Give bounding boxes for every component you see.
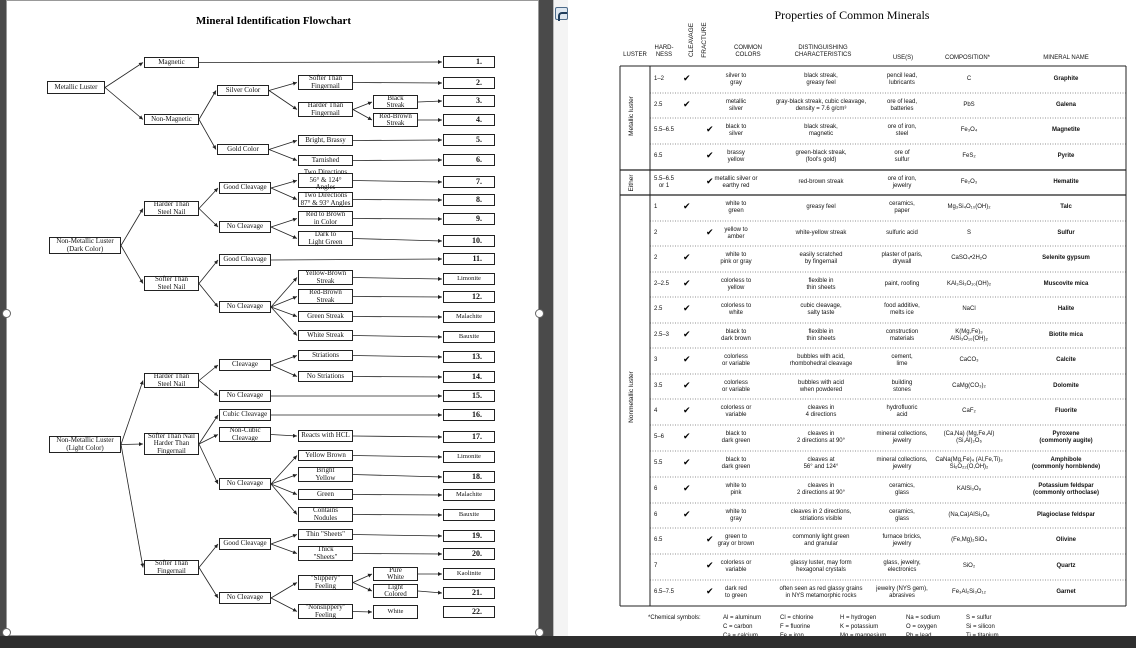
cell-composition: Fe₂O₃	[960, 179, 978, 186]
flowchart-node: Reacts with HCL	[298, 430, 353, 442]
flowchart-node: No Cleavage	[219, 221, 271, 233]
cell-uses: plaster of paris, drywall	[881, 251, 923, 265]
header-composition: COMPOSITION*	[944, 55, 990, 61]
page-divider-strip	[553, 0, 568, 648]
flowchart-node: Softer Than Steel Nail	[144, 276, 199, 291]
flowchart-node: Two Directions 56° & 124° Angles	[298, 173, 353, 188]
cell-colors: colorless or variable	[720, 559, 752, 573]
footnote-label: *Chemical symbols:	[648, 615, 701, 621]
cleavage-check-icon: ✔	[683, 330, 691, 340]
cell-colors: black to dark brown	[721, 328, 751, 342]
cell-hardness: 5.5–6.5	[654, 127, 675, 134]
cell-mineral-name: Sulfur	[1057, 230, 1075, 237]
header-uses: USE(S)	[892, 55, 914, 61]
cell-composition: S	[966, 230, 971, 237]
flowchart-node: Bright Yellow	[298, 467, 353, 482]
flowchart-node: Dark to Light Green	[298, 231, 353, 246]
cell-colors: white to green	[725, 200, 747, 214]
cell-hardness: 5.5	[654, 460, 663, 467]
cell-colors: green to gray or brown	[717, 533, 755, 547]
result-box: 6.	[443, 154, 495, 166]
flowchart-boxes	[7, 1, 540, 637]
cell-characteristics: glassy luster, may form hexagonal crystals	[790, 559, 852, 573]
cell-characteristics: cleaves in 2 directions, striations visible	[790, 508, 852, 522]
cell-characteristics: often seen as red glassy grains in NYS metamorphic rocks	[779, 585, 863, 599]
cell-mineral-name: Halite	[1057, 306, 1075, 313]
cleavage-check-icon: ✔	[683, 253, 691, 263]
cell-composition: PbS	[963, 102, 975, 109]
flowchart-node: Red-Brown Streak	[373, 113, 418, 127]
cell-composition: SiO₂	[962, 563, 976, 570]
flowchart-node: "Slippery" Feeling	[298, 575, 353, 590]
cleavage-check-icon: ✔	[683, 304, 691, 314]
cell-hardness: 6.5–7.5	[654, 589, 675, 596]
result-box: 10.	[443, 235, 495, 247]
flowchart-title: Mineral Identification Flowchart	[195, 15, 352, 27]
flowchart-node: Pure White	[373, 567, 418, 581]
cell-hardness: 4	[654, 408, 658, 415]
cell-composition: C	[966, 76, 972, 83]
header-luster: LUSTER	[623, 52, 647, 58]
cell-composition: CaNa(Mg,Fe)₄ (Al,Fe,Ti)₃ Si₆O₂₂(O,OH)₂	[935, 456, 1003, 470]
fracture-check-icon: ✔	[706, 151, 714, 161]
flowchart-node: Bright, Brassy	[298, 135, 353, 146]
cell-composition: KAlSi₃O₈	[956, 486, 982, 493]
flowchart-node: Green	[298, 489, 353, 500]
cell-uses: ore of sulfur	[894, 149, 910, 163]
properties-title: Properties of Common Minerals	[774, 8, 930, 22]
cell-characteristics: bubbles with acid when powdered	[797, 379, 845, 393]
flowchart-node: Good Cleavage	[219, 254, 271, 266]
flowchart-node: Gold Color	[217, 144, 269, 155]
cell-colors: metallic silver	[725, 98, 747, 112]
footnote-col2: Cl = chlorine F = fluorine	[780, 615, 814, 630]
result-box: 11.	[443, 253, 495, 265]
result-box: 19.	[443, 530, 495, 542]
result-box: 5.	[443, 134, 495, 146]
cell-mineral-name: Hematite	[1053, 179, 1079, 186]
cell-hardness: 3	[654, 357, 658, 364]
fracture-check-icon: ✔	[706, 177, 714, 187]
fracture-check-icon: ✔	[706, 587, 714, 597]
cell-uses: paint, roofing	[884, 281, 920, 288]
cell-uses: mineral collections, jewelry	[876, 456, 928, 470]
cell-composition: Fe₃O₄	[960, 127, 978, 134]
cell-characteristics: cleaves in 2 directions at 90°	[796, 430, 846, 444]
cell-uses: construction materials	[885, 328, 919, 342]
cell-composition: Mg₃Si₄O₁₀(OH)₂	[947, 204, 991, 211]
result-box: White	[373, 605, 418, 619]
cell-colors: brassy yellow	[727, 149, 745, 163]
cell-uses: pencil lead, lubricants	[886, 72, 918, 86]
cell-uses: cement, lime	[891, 353, 913, 367]
result-box: 13.	[443, 351, 495, 363]
result-box: Bauxite	[443, 509, 495, 521]
cell-colors: white to pink	[725, 482, 747, 496]
flowchart-node: No Cleavage	[219, 592, 271, 604]
cell-characteristics: easily scratched by fingernail	[799, 251, 843, 265]
cell-colors: yellow to amber	[724, 226, 748, 240]
flowchart-node: Thin "Sheets"	[298, 529, 353, 540]
result-box: Bauxite	[443, 331, 495, 343]
result-box: 17.	[443, 431, 495, 443]
result-box: 4.	[443, 114, 495, 126]
footnote-col3: H = hydrogen K = potassium	[840, 615, 879, 630]
flowchart-node: No Striations	[298, 371, 353, 382]
flowchart-node: Contains Nodules	[298, 507, 353, 522]
result-box: 16.	[443, 409, 495, 421]
flowchart-node: Good Cleavage	[219, 538, 271, 550]
cell-uses: building stones	[891, 379, 913, 393]
cell-mineral-name: Pyrite	[1057, 153, 1075, 160]
cell-characteristics: bubbles with acid, rhombohedral cleavage	[789, 353, 853, 367]
result-box: Kaolinite	[443, 568, 495, 580]
properties-page	[568, 0, 1136, 648]
flowchart-node: Harder Than Fingernail	[298, 102, 353, 117]
flowchart-node: Thick "Sheets"	[298, 546, 353, 561]
flowchart-node: Green Streak	[298, 311, 353, 322]
flowchart-node: Black Streak	[373, 95, 418, 109]
cell-composition: CaMg(CO₃)₂	[952, 383, 986, 390]
taskbar	[0, 636, 1136, 648]
cell-mineral-name: Olivine	[1055, 537, 1076, 544]
fracture-check-icon: ✔	[706, 535, 714, 545]
flowchart-node: Softer Than Fingernail	[144, 560, 199, 575]
cell-mineral-name: Talc	[1060, 204, 1072, 211]
cell-colors: black to silver	[725, 123, 747, 137]
flowchart-node: Red-Brown Streak	[298, 289, 353, 304]
cell-composition: K(Mg,Fe)₃ AlSi₃O₁₀(OH)₂	[950, 328, 988, 342]
fracture-check-icon: ✔	[706, 228, 714, 238]
header-hardness: HARD- NESS	[654, 45, 674, 58]
luster-group-metallic: Metallic luster	[628, 96, 635, 136]
result-box: 1.	[443, 56, 495, 68]
cell-characteristics: flexible in thin sheets	[806, 328, 836, 342]
result-box: 21.	[443, 587, 495, 599]
cell-characteristics: black streak, greasy feel	[804, 72, 838, 86]
result-box: 14.	[443, 371, 495, 383]
cell-uses: jewelry (NYS gem), abrasives	[876, 585, 928, 599]
flowchart-node: Cubic Cleavage	[219, 409, 271, 421]
flowchart-node: Metallic Luster	[47, 81, 105, 94]
result-box: 22.	[443, 606, 495, 618]
cell-colors: black to dark green	[721, 430, 751, 444]
cell-colors: colorless to white	[720, 302, 752, 316]
cell-uses: ore of iron, steel	[887, 123, 917, 137]
resize-handle-left[interactable]	[2, 309, 11, 318]
flowchart-node: Harder Than Steel Nail	[144, 201, 199, 216]
cell-composition: CaSO₄•2H₂O	[951, 255, 987, 262]
header-cleavage: CLEAVAGE	[688, 22, 695, 58]
cleavage-check-icon: ✔	[683, 510, 691, 520]
cell-hardness: 6.5	[654, 153, 663, 160]
flowchart-node: Yellow Brown	[298, 450, 353, 461]
cell-mineral-name: Biotite mica	[1048, 332, 1083, 339]
cleavage-check-icon: ✔	[683, 432, 691, 442]
cell-characteristics: commonly light green and granular	[792, 533, 850, 547]
flowchart-node: Good Cleavage	[219, 182, 271, 194]
cell-mineral-name: Plagioclase feldspar	[1036, 512, 1096, 519]
flowchart-node: Light Colored	[373, 584, 418, 598]
cell-hardness: 5–6	[654, 434, 665, 441]
cell-colors: colorless to yellow	[720, 277, 752, 291]
flowchart-node: Non-Cubic Cleavage	[219, 427, 271, 442]
cell-mineral-name: Calcite	[1056, 357, 1076, 364]
header-fracture: FRACTURE	[701, 22, 708, 58]
cell-composition: KAl₃Si₃O₁₀(OH)₂	[946, 281, 992, 288]
footnote-col4: Na = sodium O = oxygen	[906, 615, 940, 630]
flowchart-node: No Cleavage	[219, 301, 271, 313]
cell-characteristics: green-black streak, (fool's gold)	[795, 149, 847, 163]
cell-colors: metallic silver or earthy red	[714, 175, 758, 189]
cell-mineral-name: Galena	[1055, 102, 1076, 109]
flowchart-node: Softer Than Fingernail	[298, 75, 353, 90]
cell-hardness: 2–2.5	[654, 281, 670, 288]
cell-hardness: 6.5	[654, 537, 663, 544]
cell-uses: ceramics, paper	[889, 200, 915, 214]
flowchart-node: Cleavage	[219, 359, 271, 371]
cell-characteristics: cubic cleavage, salty taste	[800, 302, 842, 316]
cell-uses: ore of lead, batteries	[886, 98, 918, 112]
result-box: 7.	[443, 176, 495, 188]
cell-hardness: 6	[654, 512, 658, 519]
cleavage-check-icon: ✔	[683, 355, 691, 365]
cell-mineral-name: Pyroxene (commonly augite)	[1039, 430, 1093, 444]
flowchart-node: Yellow-Brown Streak	[298, 270, 353, 285]
cell-uses: furnace bricks, jewelry	[882, 533, 922, 547]
result-box: 8.	[443, 194, 495, 206]
result-box: 3.	[443, 95, 495, 107]
footnote-col1: Al = aluminum C = carbon	[723, 615, 762, 630]
cell-hardness: 1–2	[654, 76, 665, 83]
flowchart-node: Harder Than Steel Nail	[144, 373, 199, 388]
flowchart-node: Striations	[298, 350, 353, 361]
cell-characteristics: cleaves in 4 directions	[805, 404, 837, 418]
cell-hardness: 1	[654, 204, 658, 211]
rotate-icon[interactable]	[555, 7, 568, 20]
flowchart-node: Tarnished	[298, 155, 353, 166]
cell-colors: colorless or variable	[721, 379, 750, 393]
cell-characteristics: gray-black streak, cubic cleavage, density = 7.6 g/cm³	[775, 98, 867, 112]
cell-hardness: 3.5	[654, 383, 663, 390]
result-box: 15.	[443, 390, 495, 402]
cell-mineral-name: Magnetite	[1051, 127, 1080, 134]
cleavage-check-icon: ✔	[683, 381, 691, 391]
flowchart-node: Red to Brown in Color	[298, 211, 353, 226]
flowchart-node: Non-Metallic Luster (Dark Color)	[49, 237, 121, 254]
cleavage-check-icon: ✔	[683, 100, 691, 110]
result-box: Malachite	[443, 311, 495, 323]
cell-characteristics: black streak, magnetic	[804, 123, 838, 137]
cleavage-check-icon: ✔	[683, 279, 691, 289]
cell-mineral-name: Quartz	[1056, 563, 1076, 570]
header-colors: COMMON COLORS	[734, 45, 762, 58]
cell-composition: (Ca,Na) (Mg,Fe,Al) (Si,Al)₂O₆	[943, 430, 995, 444]
cell-characteristics: cleaves in 2 directions at 90°	[796, 482, 846, 496]
cell-mineral-name: Fluorite	[1055, 408, 1077, 415]
cell-uses: food additive, melts ice	[884, 302, 920, 316]
luster-group-nonmetallic: Nonmetallic luster	[628, 371, 635, 423]
flowchart-node: Magnetic	[144, 57, 199, 68]
cell-mineral-name: Graphite	[1053, 76, 1079, 83]
cell-uses: ore of iron, jewelry	[887, 175, 917, 189]
cell-colors: colorless or variable	[721, 353, 750, 367]
cell-composition: CaCO₃	[959, 357, 979, 364]
cell-hardness: 2.5	[654, 306, 663, 313]
result-box: 20.	[443, 548, 495, 560]
cell-colors: white to pink or gray	[720, 251, 752, 265]
cell-characteristics: greasy feel	[806, 204, 836, 211]
cell-uses: mineral collections, jewelry	[876, 430, 928, 444]
result-box: Malachite	[443, 489, 495, 501]
cell-uses: ceramics, glass	[889, 482, 915, 496]
cell-mineral-name: Muscovite mica	[1043, 281, 1089, 288]
cell-colors: dark red to green	[724, 585, 748, 599]
cell-composition: (Fe,Mg)₂SiO₄	[951, 537, 987, 544]
cell-mineral-name: Amphibole (commonly hornblende)	[1031, 456, 1101, 470]
cell-mineral-name: Dolomite	[1053, 383, 1079, 390]
cell-composition: CaF₂	[962, 408, 976, 415]
cleavage-check-icon: ✔	[683, 202, 691, 212]
cell-mineral-name: Garnet	[1056, 589, 1076, 596]
result-box: 18.	[443, 471, 495, 483]
cleavage-check-icon: ✔	[683, 458, 691, 468]
luster-group-either: Either	[628, 174, 635, 192]
cell-colors: silver to gray	[725, 72, 747, 86]
cell-characteristics: flexible in thin sheets	[806, 277, 836, 291]
result-box: 12.	[443, 291, 495, 303]
flowchart-node: "Nonslippery" Feeling	[298, 604, 353, 619]
fracture-check-icon: ✔	[706, 561, 714, 571]
cleavage-check-icon: ✔	[683, 406, 691, 416]
flowchart-node: Silver Color	[217, 85, 269, 96]
cell-colors: black to dark green	[721, 456, 751, 470]
flowchart-node: Non-Magnetic	[144, 114, 199, 125]
cell-hardness: 5.5–6.5 or 1	[654, 175, 675, 189]
flowchart-page	[6, 0, 539, 636]
cell-uses: sulfuric acid	[886, 230, 918, 237]
cell-composition: Fe₃Al₂Si₃O₁₂	[952, 589, 986, 596]
cell-hardness: 2	[654, 255, 658, 262]
result-box: 9.	[443, 213, 495, 225]
cell-mineral-name: Potassium feldspar (commonly orthoclase)	[1032, 482, 1099, 496]
result-box: 2.	[443, 77, 495, 89]
cell-hardness: 2.5	[654, 102, 663, 109]
footnote-col5: S = sulfur Si = silicon	[966, 615, 995, 630]
header-mineral-name: MINERAL NAME	[1043, 55, 1089, 61]
cleavage-check-icon: ✔	[683, 74, 691, 84]
header-characteristics: DISTINGUISHING CHARACTERISTICS	[794, 45, 852, 58]
flowchart-node: Non-Metallic Luster (Light Color)	[49, 436, 121, 453]
flowchart-node: Two Directions 87° & 93° Angles	[298, 192, 353, 207]
result-box: Limonite	[443, 451, 495, 463]
cell-colors: white to gray	[725, 508, 747, 522]
flowchart-node: No Cleavage	[219, 390, 271, 402]
fracture-check-icon: ✔	[706, 125, 714, 135]
cell-colors: colorless or variable	[720, 404, 752, 418]
cell-uses: hydrofluoric acid	[886, 404, 918, 418]
cell-uses: glass, jewelry, electronics	[883, 559, 921, 573]
resize-handle-right[interactable]	[535, 309, 544, 318]
cell-hardness: 7	[654, 563, 658, 570]
cell-composition: FeS₂	[962, 153, 976, 160]
flowchart-node: Softer Than Nail Harder Than Fingernail	[144, 433, 199, 455]
cell-characteristics: white-yellow streak	[795, 230, 847, 237]
cell-hardness: 6	[654, 486, 658, 493]
cell-characteristics: red-brown streak	[798, 179, 844, 186]
cell-hardness: 2.5–3	[654, 332, 670, 339]
cell-mineral-name: Selenite gypsum	[1042, 255, 1090, 262]
result-box: Limonite	[443, 273, 495, 285]
cell-hardness: 2	[654, 230, 658, 237]
cell-composition: (Na,Ca)AlSi₃O₈	[948, 512, 990, 519]
flowchart-node: No Cleavage	[219, 478, 271, 490]
cleavage-check-icon: ✔	[683, 484, 691, 494]
flowchart-node: White Streak	[298, 330, 353, 341]
cell-characteristics: cleaves at 56° and 124°	[803, 456, 839, 470]
cell-composition: NaCl	[962, 306, 976, 313]
cell-uses: ceramics, glass	[889, 508, 915, 522]
